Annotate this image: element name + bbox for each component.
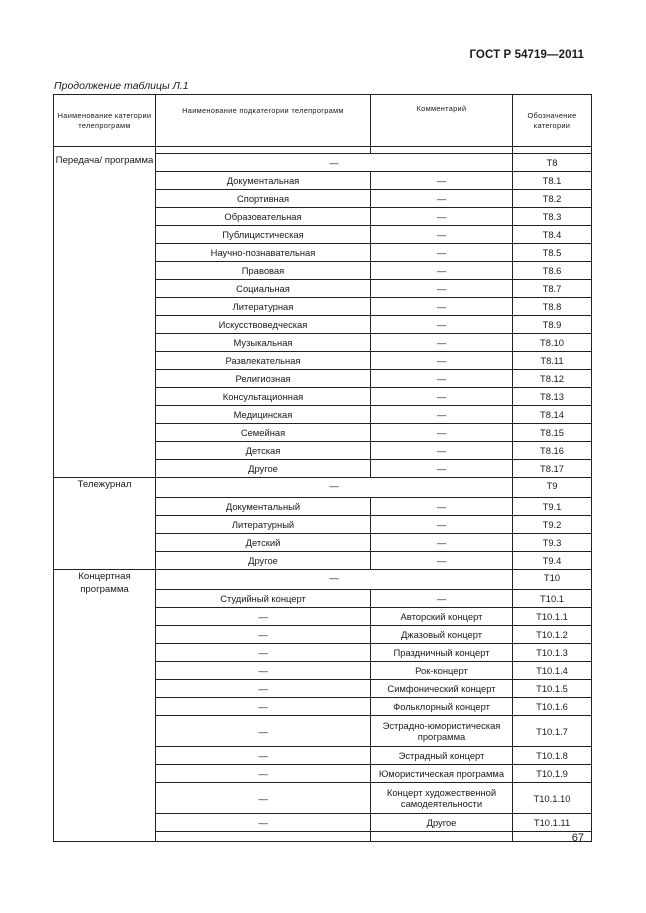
code-cell: Т10.1.11: [513, 814, 592, 832]
document-standard-header: ГОСТ Р 54719—2011: [469, 49, 584, 61]
code-cell: Т10.1.6: [513, 698, 592, 716]
subcategory-cell: —: [156, 608, 371, 626]
comment-cell: —: [371, 190, 513, 208]
comment-cell: —: [371, 208, 513, 226]
comment-cell: Праздничный концерт: [371, 644, 513, 662]
comment-cell: Концерт художественной самодеятельности: [371, 783, 513, 814]
table-row: [54, 570, 592, 590]
subcategory-cell: —: [156, 716, 371, 747]
merged-comment-cell: —: [156, 570, 513, 590]
code-cell: Т8.10: [513, 334, 592, 352]
code-cell: Т8: [513, 154, 592, 172]
code-cell: Т9.2: [513, 516, 592, 534]
comment-cell: —: [371, 172, 513, 190]
subcategory-cell: Публицистическая: [156, 226, 371, 244]
code-cell: Т10.1.7: [513, 716, 592, 747]
code-cell: Т8.4: [513, 226, 592, 244]
comment-cell: Эстрадный концерт: [371, 747, 513, 765]
subcategory-cell: —: [156, 626, 371, 644]
comment-cell: —: [371, 280, 513, 298]
subcategory-cell: Научно-познавательная: [156, 244, 371, 262]
comment-cell: Рок-концерт: [371, 662, 513, 680]
subcategory-cell: —: [156, 698, 371, 716]
category-cell: Концертная программа: [54, 570, 156, 842]
code-cell: Т8.13: [513, 388, 592, 406]
spacer-row: [54, 147, 592, 154]
table-body: [54, 147, 592, 842]
code-cell: Т10.1.5: [513, 680, 592, 698]
comment-cell: —: [371, 424, 513, 442]
code-cell: Т8.6: [513, 262, 592, 280]
subcategory-cell: Музыкальная: [156, 334, 371, 352]
code-cell: Т9.1: [513, 498, 592, 516]
code-cell: Т8.14: [513, 406, 592, 424]
comment-cell: —: [371, 552, 513, 570]
code-cell: Т8.15: [513, 424, 592, 442]
code-cell: Т10.1.1: [513, 608, 592, 626]
subcategory-cell: Социальная: [156, 280, 371, 298]
subcategory-cell: Студийный концерт: [156, 590, 371, 608]
subcategory-cell: —: [156, 747, 371, 765]
comment-cell: —: [371, 516, 513, 534]
code-cell: Т8.12: [513, 370, 592, 388]
header-category: Наименование категории телепрограмм: [54, 95, 156, 147]
comment-cell: Другое: [371, 814, 513, 832]
subcategory-cell: Литературная: [156, 298, 371, 316]
subcategory-cell: —: [156, 783, 371, 814]
comment-cell: —: [371, 370, 513, 388]
table-header-row: [54, 95, 592, 147]
comment-cell: —: [371, 226, 513, 244]
code-cell: Т8.9: [513, 316, 592, 334]
code-cell: Т10.1.3: [513, 644, 592, 662]
code-cell: Т10.1.9: [513, 765, 592, 783]
code-cell: Т8.7: [513, 280, 592, 298]
code-cell: Т9: [513, 478, 592, 498]
header-subcategory: Наименование подкатегории телепрограмм: [156, 95, 371, 147]
subcategory-cell: —: [156, 662, 371, 680]
subcategory-cell: Документальная: [156, 172, 371, 190]
category-table: [53, 94, 592, 842]
table-caption: Продолжение таблицы Л.1: [54, 80, 189, 92]
comment-cell: —: [371, 298, 513, 316]
subcategory-cell: Детский: [156, 534, 371, 552]
comment-cell: Фольклорный концерт: [371, 698, 513, 716]
comment-cell: —: [371, 388, 513, 406]
comment-cell: Джазовый концерт: [371, 626, 513, 644]
code-cell: Т10: [513, 570, 592, 590]
comment-cell: Эстрадно-юмористическая программа: [371, 716, 513, 747]
comment-cell: —: [371, 244, 513, 262]
code-cell: Т10.1.10: [513, 783, 592, 814]
code-cell: Т8.8: [513, 298, 592, 316]
subcategory-cell: —: [156, 644, 371, 662]
category-cell: Передача/ программа: [54, 154, 156, 478]
subcategory-cell: Другое: [156, 460, 371, 478]
subcategory-cell: Консультационная: [156, 388, 371, 406]
header-code: Обозначение категории: [513, 95, 592, 147]
code-cell: Т10.1: [513, 590, 592, 608]
merged-comment-cell: —: [156, 478, 513, 498]
subcategory-cell: Искусствоведческая: [156, 316, 371, 334]
subcategory-cell: Документальный: [156, 498, 371, 516]
code-cell: Т8.3: [513, 208, 592, 226]
comment-cell: —: [371, 460, 513, 478]
subcategory-cell: Литературный: [156, 516, 371, 534]
code-cell: Т9.4: [513, 552, 592, 570]
table-row: [54, 478, 592, 498]
subcategory-cell: Семейная: [156, 424, 371, 442]
code-cell: Т8.2: [513, 190, 592, 208]
code-cell: Т10.1.8: [513, 747, 592, 765]
comment-cell: —: [371, 442, 513, 460]
code-cell: Т8.1: [513, 172, 592, 190]
comment-cell: —: [371, 316, 513, 334]
subcategory-cell: —: [156, 680, 371, 698]
subcategory-cell: —: [156, 765, 371, 783]
subcategory-cell: Религиозная: [156, 370, 371, 388]
code-cell: Т10.1.4: [513, 662, 592, 680]
code-cell: Т8.11: [513, 352, 592, 370]
subcategory-cell: Образовательная: [156, 208, 371, 226]
subcategory-cell: Медицинская: [156, 406, 371, 424]
code-cell: Т9.3: [513, 534, 592, 552]
comment-cell: Юмористическая программа: [371, 765, 513, 783]
comment-cell: Симфонический концерт: [371, 680, 513, 698]
category-cell: Тележурнал: [54, 478, 156, 570]
subcategory-cell: Спортивная: [156, 190, 371, 208]
category-table-wrapper: [53, 94, 591, 842]
code-cell: Т8.17: [513, 460, 592, 478]
comment-cell: —: [371, 498, 513, 516]
comment-cell: —: [371, 534, 513, 552]
subcategory-cell: Другое: [156, 552, 371, 570]
subcategory-cell: Правовая: [156, 262, 371, 280]
merged-comment-cell: —: [156, 154, 513, 172]
comment-cell: —: [371, 334, 513, 352]
table-row: [54, 154, 592, 172]
header-comment: Комментарий: [371, 95, 513, 147]
subcategory-cell: —: [156, 814, 371, 832]
comment-cell: —: [371, 262, 513, 280]
comment-cell: —: [371, 406, 513, 424]
page-number: 67: [571, 832, 584, 844]
subcategory-cell: Детская: [156, 442, 371, 460]
comment-cell: Авторский концерт: [371, 608, 513, 626]
comment-cell: —: [371, 352, 513, 370]
comment-cell: —: [371, 590, 513, 608]
code-cell: Т10.1.2: [513, 626, 592, 644]
subcategory-cell: Развлекательная: [156, 352, 371, 370]
code-cell: Т8.16: [513, 442, 592, 460]
code-cell: Т8.5: [513, 244, 592, 262]
